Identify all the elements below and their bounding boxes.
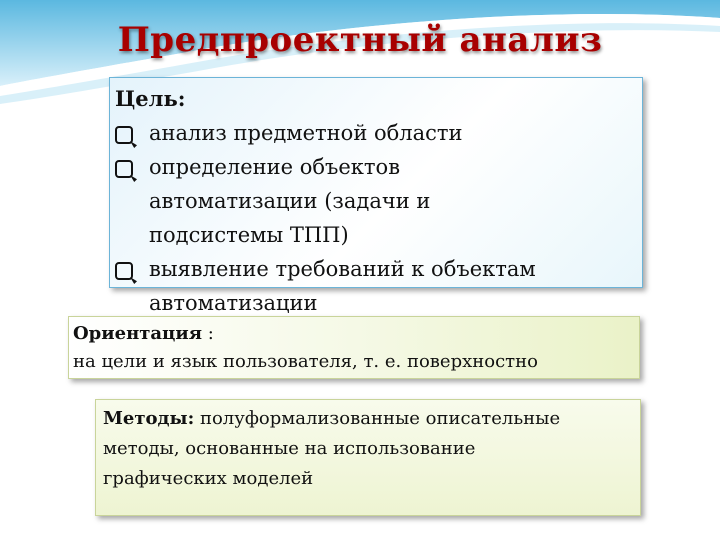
q-bullet-icon xyxy=(115,150,133,184)
goal-item-line: автоматизации xyxy=(149,291,318,315)
goal-item-line: анализ предметной области xyxy=(149,121,463,145)
methods-box xyxy=(95,399,641,516)
orientation-text: на цели и язык пользователя, т. е. поверхностно xyxy=(73,351,538,372)
methods-line xyxy=(103,404,633,434)
goal-heading: Цель: xyxy=(115,86,186,111)
orientation-box xyxy=(68,316,640,379)
goal-item xyxy=(115,116,655,150)
methods-text: полуформализованные описательные xyxy=(194,408,561,429)
page-title: Предпроектный анализ xyxy=(117,20,603,60)
q-bullet-icon xyxy=(115,116,133,150)
goal-item-line: выявление требований к объектам xyxy=(149,257,536,281)
orientation-heading-line xyxy=(73,320,635,348)
goal-item-line: автоматизации (задачи и xyxy=(149,189,431,213)
goal-item xyxy=(115,150,655,252)
orientation-heading: Ориентация xyxy=(73,323,203,344)
methods-line: методы, основанные на использование xyxy=(103,438,476,459)
orientation-separator: : xyxy=(202,323,214,344)
methods-line: графических моделей xyxy=(103,468,314,489)
goal-item xyxy=(115,252,655,320)
goal-section xyxy=(115,82,655,320)
q-bullet-icon xyxy=(115,252,133,286)
goal-item-line: определение объектов xyxy=(149,155,401,179)
goal-item-line: подсистемы ТПП) xyxy=(149,223,349,247)
methods-heading: Методы: xyxy=(103,408,195,429)
